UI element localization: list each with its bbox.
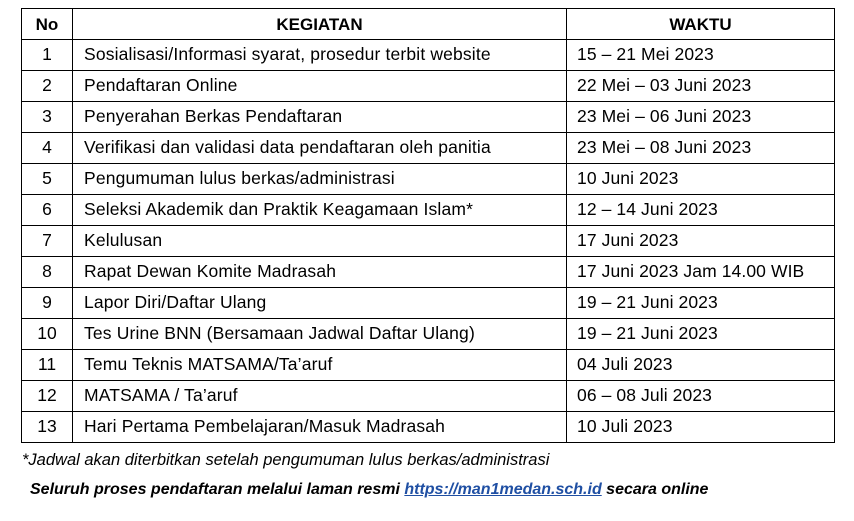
table-row	[22, 319, 835, 350]
table-row	[22, 164, 835, 195]
table-row	[22, 71, 835, 102]
table-row	[22, 226, 835, 257]
row-activity: Kelulusan	[73, 226, 567, 257]
row-time: 19 – 21 Juni 2023	[567, 319, 835, 350]
row-activity: Sosialisasi/Informasi syarat, prosedur terbit website	[73, 40, 567, 71]
row-activity: Tes Urine BNN (Bersamaan Jadwal Daftar Ulang)	[73, 319, 567, 350]
row-time: 17 Juni 2023	[567, 226, 835, 257]
table-row	[22, 412, 835, 443]
row-activity: Lapor Diri/Daftar Ulang	[73, 288, 567, 319]
row-time: 10 Juli 2023	[567, 412, 835, 443]
table-row	[22, 195, 835, 226]
row-number: 2	[22, 71, 73, 102]
table-body	[22, 40, 835, 443]
row-time: 23 Mei – 08 Juni 2023	[567, 133, 835, 164]
table-row	[22, 288, 835, 319]
closing-suffix: secara online	[601, 481, 709, 498]
row-time: 06 – 08 Juli 2023	[567, 381, 835, 412]
table-row	[22, 257, 835, 288]
row-activity: MATSAMA / Ta’aruf	[73, 381, 567, 412]
row-activity: Pengumuman lulus berkas/administrasi	[73, 164, 567, 195]
row-time: 04 Juli 2023	[567, 350, 835, 381]
row-activity: Pendaftaran Online	[73, 71, 567, 102]
closing-statement	[30, 481, 708, 499]
row-number: 11	[22, 350, 73, 381]
row-number: 8	[22, 257, 73, 288]
row-activity: Hari Pertama Pembelajaran/Masuk Madrasah	[73, 412, 567, 443]
table-row	[22, 133, 835, 164]
website-link[interactable]: https://man1medan.sch.id	[404, 481, 602, 498]
row-number: 1	[22, 40, 73, 71]
row-time: 23 Mei – 06 Juni 2023	[567, 102, 835, 133]
row-activity: Verifikasi dan validasi data pendaftaran oleh panitia	[73, 133, 567, 164]
header-kegiatan: KEGIATAN	[73, 9, 567, 40]
row-time: 12 – 14 Juni 2023	[567, 195, 835, 226]
table-row	[22, 40, 835, 71]
row-activity: Penyerahan Berkas Pendaftaran	[73, 102, 567, 133]
row-number: 4	[22, 133, 73, 164]
row-number: 9	[22, 288, 73, 319]
header-waktu: WAKTU	[567, 9, 835, 40]
row-time: 15 – 21 Mei 2023	[567, 40, 835, 71]
row-number: 6	[22, 195, 73, 226]
row-activity: Rapat Dewan Komite Madrasah	[73, 257, 567, 288]
schedule-table	[21, 8, 835, 443]
header-row	[22, 9, 835, 40]
row-time: 22 Mei – 03 Juni 2023	[567, 71, 835, 102]
row-number: 3	[22, 102, 73, 133]
footnote: *Jadwal akan diterbitkan setelah pengumuman lulus berkas/administrasi	[22, 451, 550, 469]
row-time: 19 – 21 Juni 2023	[567, 288, 835, 319]
row-number: 12	[22, 381, 73, 412]
table-row	[22, 102, 835, 133]
table-header	[22, 9, 835, 40]
table-row	[22, 350, 835, 381]
row-time: 17 Juni 2023 Jam 14.00 WIB	[567, 257, 835, 288]
header-no: No	[22, 9, 73, 40]
row-number: 10	[22, 319, 73, 350]
row-time: 10 Juni 2023	[567, 164, 835, 195]
table-row	[22, 381, 835, 412]
row-activity: Temu Teknis MATSAMA/Ta’aruf	[73, 350, 567, 381]
row-number: 5	[22, 164, 73, 195]
row-activity: Seleksi Akademik dan Praktik Keagamaan Islam*	[73, 195, 567, 226]
row-number: 13	[22, 412, 73, 443]
closing-prefix: Seluruh proses pendaftaran melalui laman resmi	[30, 481, 405, 498]
row-number: 7	[22, 226, 73, 257]
